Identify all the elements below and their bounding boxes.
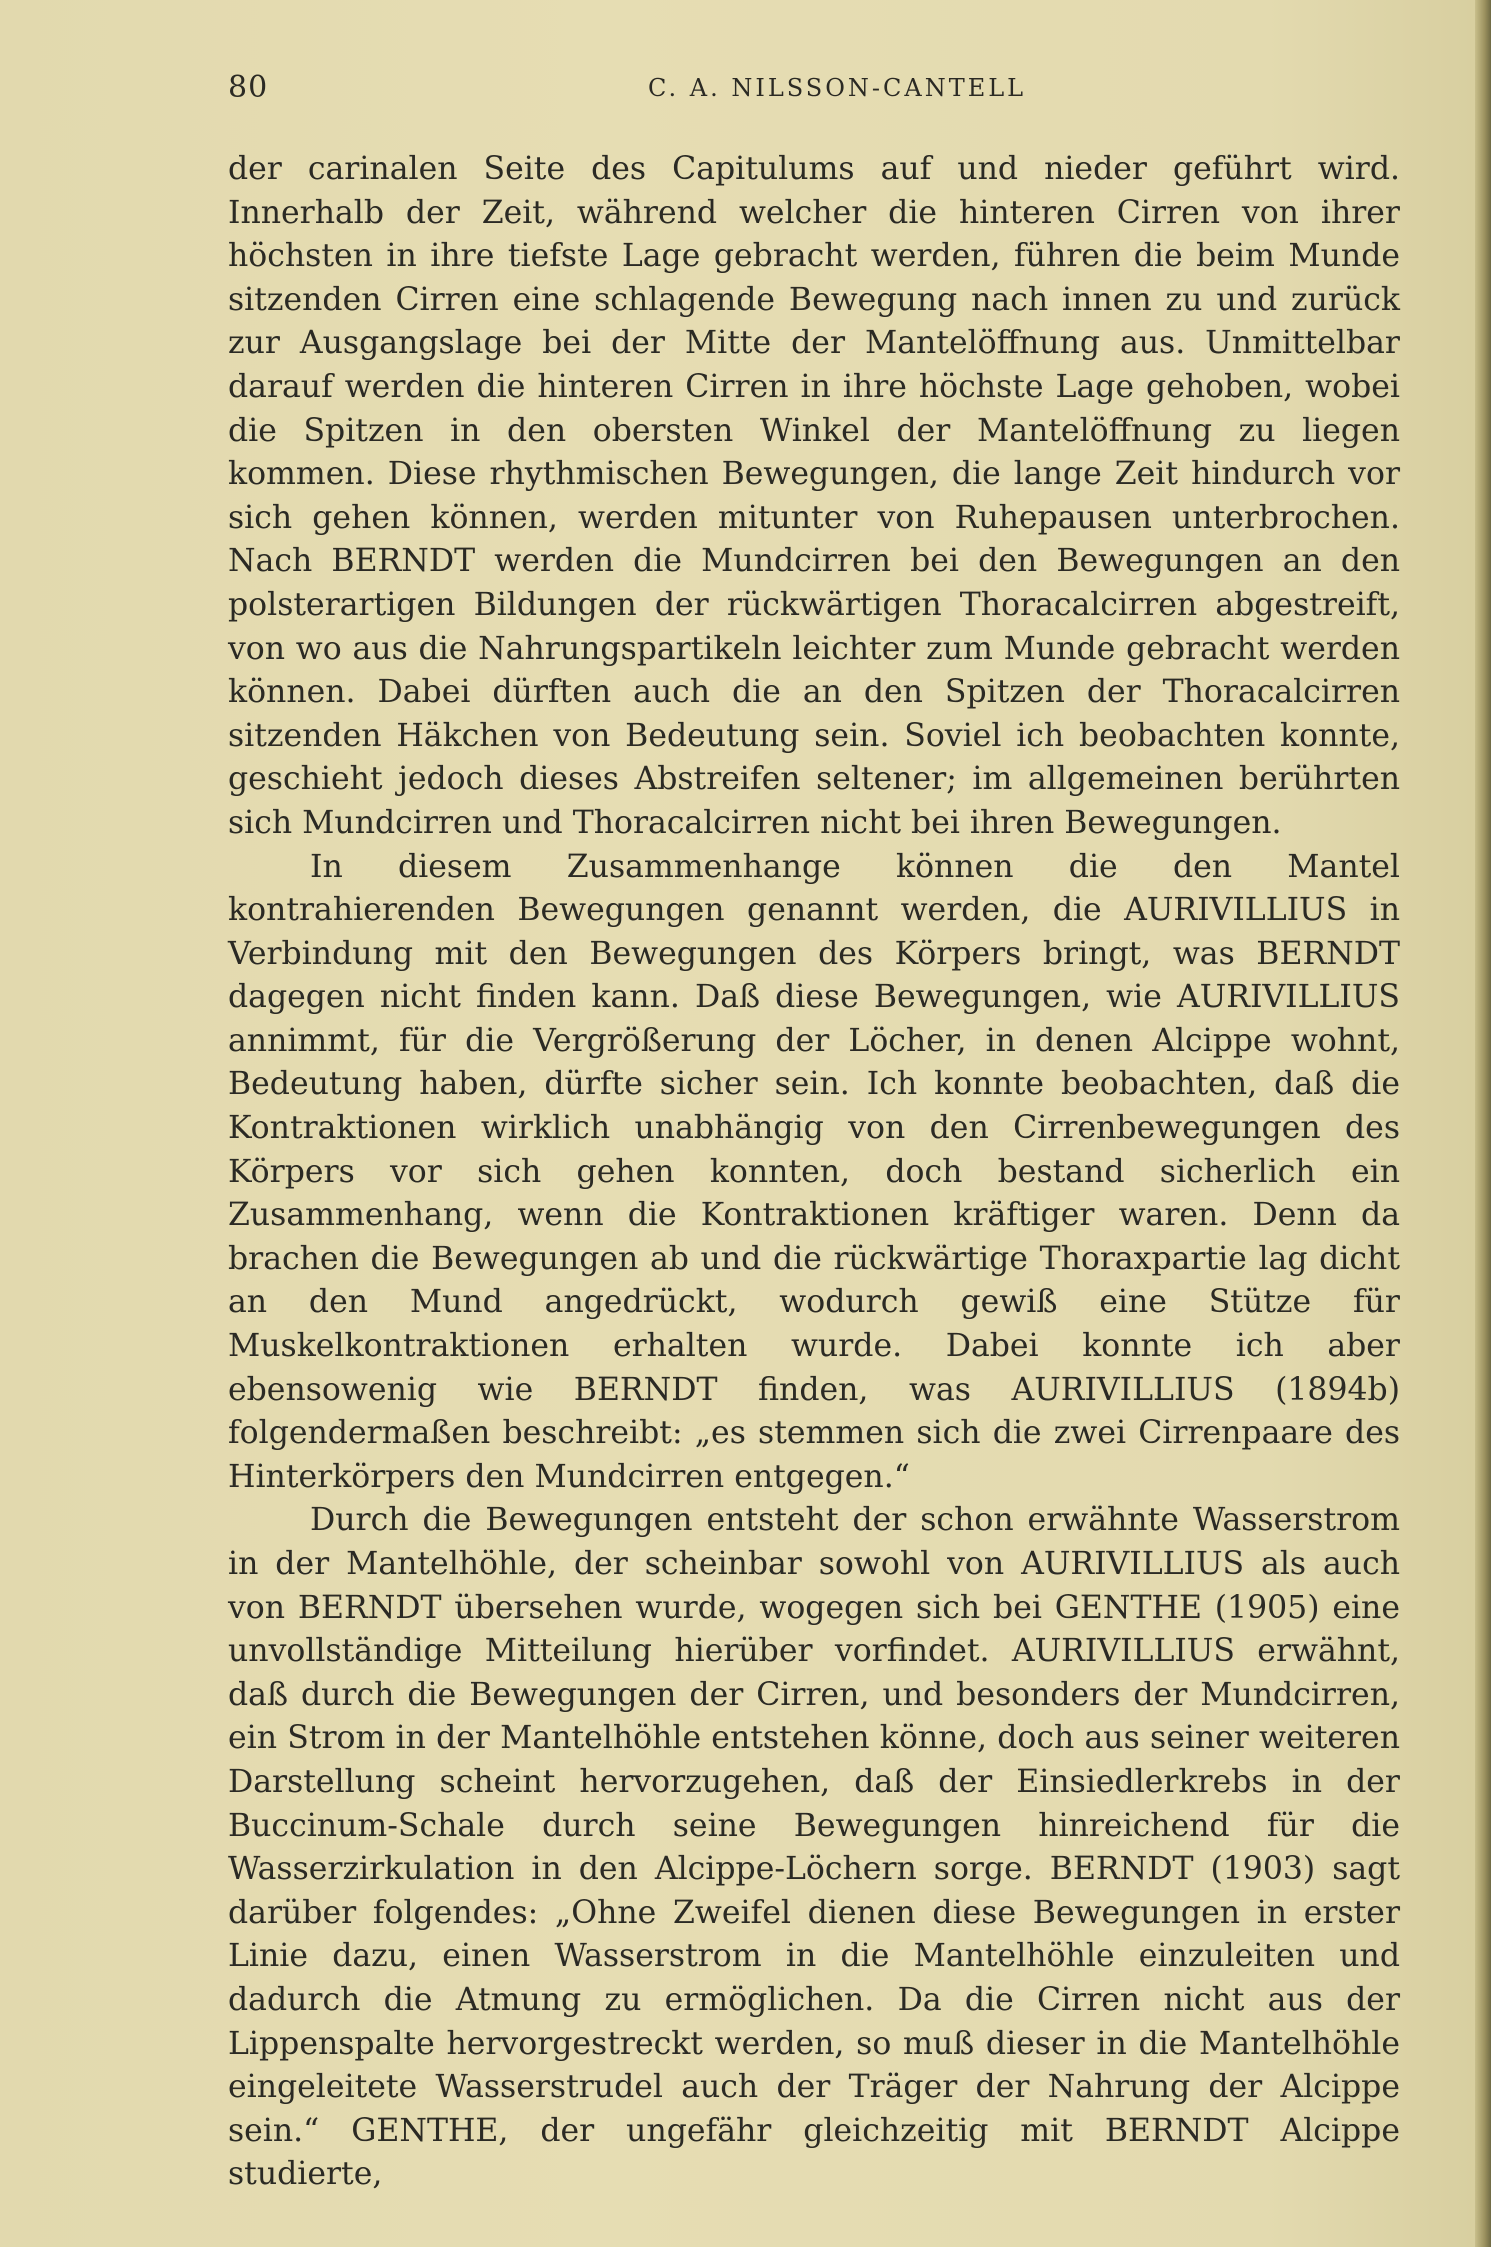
page-edge-shadow <box>1475 0 1491 2247</box>
body-text <box>228 148 1400 2197</box>
page-number: 80 <box>228 70 269 105</box>
paragraph-2: In diesem Zusammenhange können die den Mantel kontrahierenden Bewegungen genannt werden, die AURIVILLIUS in Verbindung mit den Bewegungen des Körpers bringt, was BERNDT dagegen nicht finden kann. Daß diese Bewegungen, wie AURIVILLIUS annimmt, für die Vergrößerung der Löcher, in denen Alcippe wohnt, Bedeutung haben, dürfte sicher sein. Ich konnte beobachten, daß die Kontraktionen wirklich unabhängig von den Cirrenbewegungen des Körpers vor sich gehen konnten, doch bestand sicherlich ein Zusammenhang, wenn die Kontraktionen kräftiger waren. Denn da brachen die Bewegungen ab und die rückwärtige Thoraxpartie lag dicht an den Mund angedrückt, wodurch gewiß eine Stütze für Muskelkontraktionen erhalten wurde. Dabei konnte ich aber ebensowenig wie BERNDT finden, was AURIVILLIUS (1894b) folgendermaßen beschreibt: „es stemmen sich die zwei Cirrenpaare des Hinterkörpers den Mundcirren entgegen.“ <box>228 848 1400 1495</box>
paragraph-3: Durch die Bewegungen entsteht der schon erwähnte Wasserstrom in der Mantelhöhle, der scheinbar sowohl von AURIVILLIUS als auch von BERNDT übersehen wurde, wogegen sich bei GENTHE (1905) eine unvollständige Mitteilung hierüber vorfindet. AURIVILLIUS erwähnt, daß durch die Bewegungen der Cirren, und besonders der Mundcirren, ein Strom in der Mantelhöhle entstehen könne, doch aus seiner weiteren Darstellung scheint hervorzugehen, daß der Einsiedlerkrebs in der Buccinum-Schale durch seine Bewegungen hinreichend für die Wasserzirkulation in den Alcippe-Löchern sorge. BERNDT (1903) sagt darüber folgendes: „Ohne Zweifel dienen diese Bewegungen in erster Linie dazu, einen Wasserstrom in die Mantelhöhle einzuleiten und dadurch die Atmung zu ermöglichen. Da die Cirren nicht aus der Lippenspalte hervorgestreckt werden, so muß dieser in die Mantelhöhle eingeleitete Wasserstrudel auch der Träger der Nahrung der Alcippe sein.“ GENTHE, der ungefähr gleichzeitig mit BERNDT Alcippe studierte, <box>228 1502 1400 2193</box>
running-head: C. A. NILSSON-CANTELL <box>648 74 1027 102</box>
paragraph-1: der carinalen Seite des Capitulums auf und nieder geführt wird. Innerhalb der Zeit, während welcher die hinteren Cirren von ihrer höchsten in ihre tiefste Lage gebracht werden, führen die beim Munde sitzenden Cirren eine schlagende Bewegung nach innen zu und zurück zur Ausgangslage bei der Mitte der Mantelöffnung aus. Unmittelbar darauf werden die hinteren Cirren in ihre höchste Lage gehoben, wobei die Spitzen in den obersten Winkel der Mantelöffnung zu liegen kommen. Diese rhythmischen Bewegungen, die lange Zeit hindurch vor sich gehen können, werden mitunter von Ruhepausen unterbrochen. Nach BERNDT werden die Mundcirren bei den Bewegungen an den polsterartigen Bildungen der rückwärtigen Thoracalcirren abgestreift, von wo aus die Nahrungspartikeln leichter zum Munde gebracht werden können. Dabei dürften auch die an den Spitzen der Thoracalcirren sitzenden Häkchen von Bedeutung sein. Soviel ich beobachten konnte, geschieht jedoch dieses Abstreifen seltener; im allgemeinen berührten sich Mundcirren und Thoracalcirren nicht bei ihren Bewegungen. <box>228 151 1400 841</box>
page-header <box>228 70 1400 110</box>
